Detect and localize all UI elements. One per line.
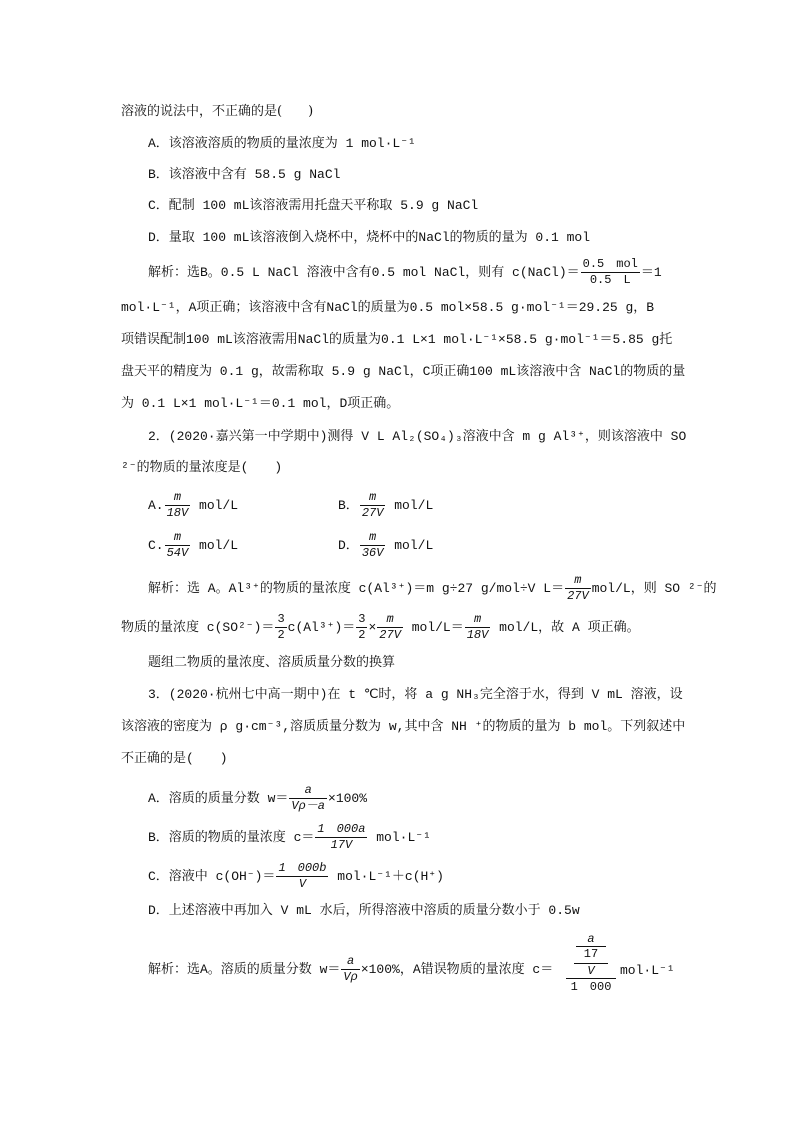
denominator: 27V — [361, 506, 384, 520]
fraction — [377, 612, 403, 643]
q3-option-b — [148, 822, 431, 853]
denominator: Vρ－a — [291, 799, 326, 813]
q2-option-d — [338, 530, 433, 561]
numerator: 1 000a — [317, 822, 366, 836]
q2-analysis-text: mol/L＝ — [411, 619, 464, 635]
numerator: a — [304, 783, 312, 797]
denominator: 2 — [277, 628, 285, 642]
denominator: 27V — [567, 589, 589, 603]
denominator: 17V — [315, 837, 367, 853]
option-text: mol·L⁻¹ — [376, 829, 431, 845]
fraction — [565, 573, 591, 604]
denominator: V — [276, 876, 328, 892]
denominator: 17 — [576, 946, 606, 961]
option-label: D． — [338, 537, 359, 553]
q1-analysis-line5: 为 0.1 L×1 mol·L⁻¹＝0.1 mol，D项正确。 — [121, 396, 400, 411]
q2-analysis-text: 解析：选 A。Al³⁺的物质的量浓度 c(Al³⁺)＝m g÷27 g/mol÷V L＝ — [148, 580, 565, 596]
fraction — [581, 257, 640, 288]
fraction — [465, 612, 491, 643]
q3-option-d: D．上述溶液中再加入 V mL 水后，所得溶液中溶质的质量分数小于 0.5w — [148, 903, 580, 918]
fraction — [165, 530, 191, 561]
option-text: C．溶液中 c(OH⁻)＝ — [148, 868, 276, 884]
q3-analysis-unit: mol·L⁻¹ — [620, 963, 675, 978]
denominator: 0.5 L — [581, 272, 640, 288]
numerator: m — [574, 573, 582, 587]
unit: mol/L — [199, 497, 239, 513]
fraction — [360, 530, 386, 561]
q3-stem-line2: 该溶液的密度为 ρ g·cm⁻³,溶质质量分数为 w,其中含 NH ⁺的物质的量为 b mol。下列叙述中 — [121, 719, 686, 734]
unit: mol/L — [199, 537, 239, 553]
denominator: 2 — [358, 628, 366, 642]
numerator: m — [173, 530, 182, 544]
numerator: a — [587, 932, 595, 946]
numerator: 3 — [358, 612, 366, 626]
fraction — [315, 822, 367, 853]
q2-option-c — [148, 530, 238, 561]
numerator: m — [386, 612, 394, 626]
denominator: 18V — [166, 506, 189, 520]
q3-option-c — [148, 861, 444, 892]
denominator: 18V — [466, 628, 489, 642]
fraction — [276, 861, 328, 892]
numerator: 0.5 mol — [582, 257, 638, 271]
q3-analysis-text: 解析：选A。溶质的质量分数 w＝ — [148, 961, 341, 977]
q2-stem-line1: 2．(2020·嘉兴第一中学期中)测得 V L Al₂(SO₄)₃溶液中含 m g Al³⁺，则该溶液中 SO — [148, 429, 687, 444]
numerator: m — [473, 612, 482, 626]
q3-option-a — [148, 783, 367, 814]
numerator: m — [369, 490, 377, 504]
fraction — [356, 612, 367, 643]
q2-analysis-text: c(Al³⁺)＝ — [287, 619, 356, 635]
q1-analysis-text: 解析：选B。0.5 L NaCl 溶液中含有0.5 mol NaCl，则有 c(NaCl)＝ — [148, 264, 580, 280]
fraction — [165, 490, 191, 521]
option-label: A. — [148, 497, 164, 513]
q2-option-a — [148, 490, 238, 521]
fraction — [289, 783, 327, 814]
q1-analysis-text: ＝1 — [640, 264, 662, 280]
denominator: 27V — [379, 628, 401, 642]
fraction — [360, 490, 386, 521]
q2-analysis-line2 — [121, 612, 640, 643]
q1-analysis-line4: 盘天平的精度为 0.1 g，故需称取 5.9 g NaCl，C项正确100 mL该溶液中含 NaCl的物质的量 — [121, 364, 686, 379]
option-label: C. — [148, 537, 164, 553]
compound-fraction — [566, 932, 616, 995]
q3-stem-line3: 不正确的是( ) — [121, 751, 228, 766]
q1-option-b: B．该溶液中含有 58.5 g NaCl — [148, 167, 341, 182]
q3-stem-line1: 3．(2020·杭州七中高一期中)在 t ℃时，将 a g NH₃完全溶于水，得到 V mL 溶液，设 — [148, 687, 683, 702]
q1-option-c: C．配制 100 mL该溶液需用托盘天平称取 5.9 g NaCl — [148, 198, 479, 213]
q2-analysis-text: mol/L，故 A 项正确。 — [499, 619, 640, 635]
denominator: 1 000 — [566, 978, 616, 995]
q2-analysis-text: 物质的量浓度 c(SO²⁻)＝ — [121, 619, 275, 635]
numerator: 3 — [277, 612, 285, 626]
numerator: 1 000b — [278, 861, 327, 875]
numerator: a — [347, 954, 355, 968]
q2-analysis-line1 — [148, 573, 717, 604]
option-text: B．溶质的物质的量浓度 c＝ — [148, 829, 315, 845]
q1-option-d: D．量取 100 mL该溶液倒入烧杯中，烧杯中的NaCl的物质的量为 0.1 mol — [148, 230, 591, 245]
unit: mol/L — [394, 497, 434, 513]
option-label: B． — [338, 497, 359, 513]
numerator: m — [173, 490, 182, 504]
section-title: 题组二物质的量浓度、溶质质量分数的换算 — [148, 655, 396, 670]
q2-analysis-text: mol/L，则 SO ²⁻的 — [591, 580, 717, 596]
unit: mol/L — [394, 537, 434, 553]
fraction — [275, 612, 286, 643]
denominator: V — [574, 963, 608, 978]
fraction — [341, 954, 359, 985]
denominator: 36V — [361, 546, 384, 560]
q2-option-b — [338, 490, 433, 521]
q2-analysis-text: × — [368, 619, 377, 635]
denominator: Vρ — [343, 970, 358, 984]
option-text: mol·L⁻¹＋c(H⁺) — [337, 868, 444, 884]
option-text: ×100% — [328, 790, 368, 806]
q1-stem-tail: 溶液的说法中，不正确的是( ) — [121, 104, 314, 119]
q3-analysis — [148, 954, 553, 985]
denominator: 54V — [166, 546, 189, 560]
q1-option-a: A．该溶液溶质的物质的量浓度为 1 mol·L⁻¹ — [148, 136, 416, 151]
q2-stem-line2: ²⁻的物质的量浓度是( ) — [121, 460, 283, 475]
numerator: m — [369, 530, 377, 544]
q1-analysis-line1 — [148, 257, 662, 288]
q3-analysis-text: ×100%，A错误物质的量浓度 c＝ — [360, 961, 554, 977]
q1-analysis-line2: mol·L⁻¹，A项正确；该溶液中含有NaCl的质量为0.5 mol×58.5 g·mol⁻¹＝29.25 g，B — [121, 300, 655, 315]
option-text: A．溶质的质量分数 w＝ — [148, 790, 289, 806]
q1-analysis-line3: 项错误配制100 mL该溶液需用NaCl的质量为0.1 L×1 mol·L⁻¹×58.5 g·mol⁻¹＝5.85 g托 — [121, 332, 673, 347]
